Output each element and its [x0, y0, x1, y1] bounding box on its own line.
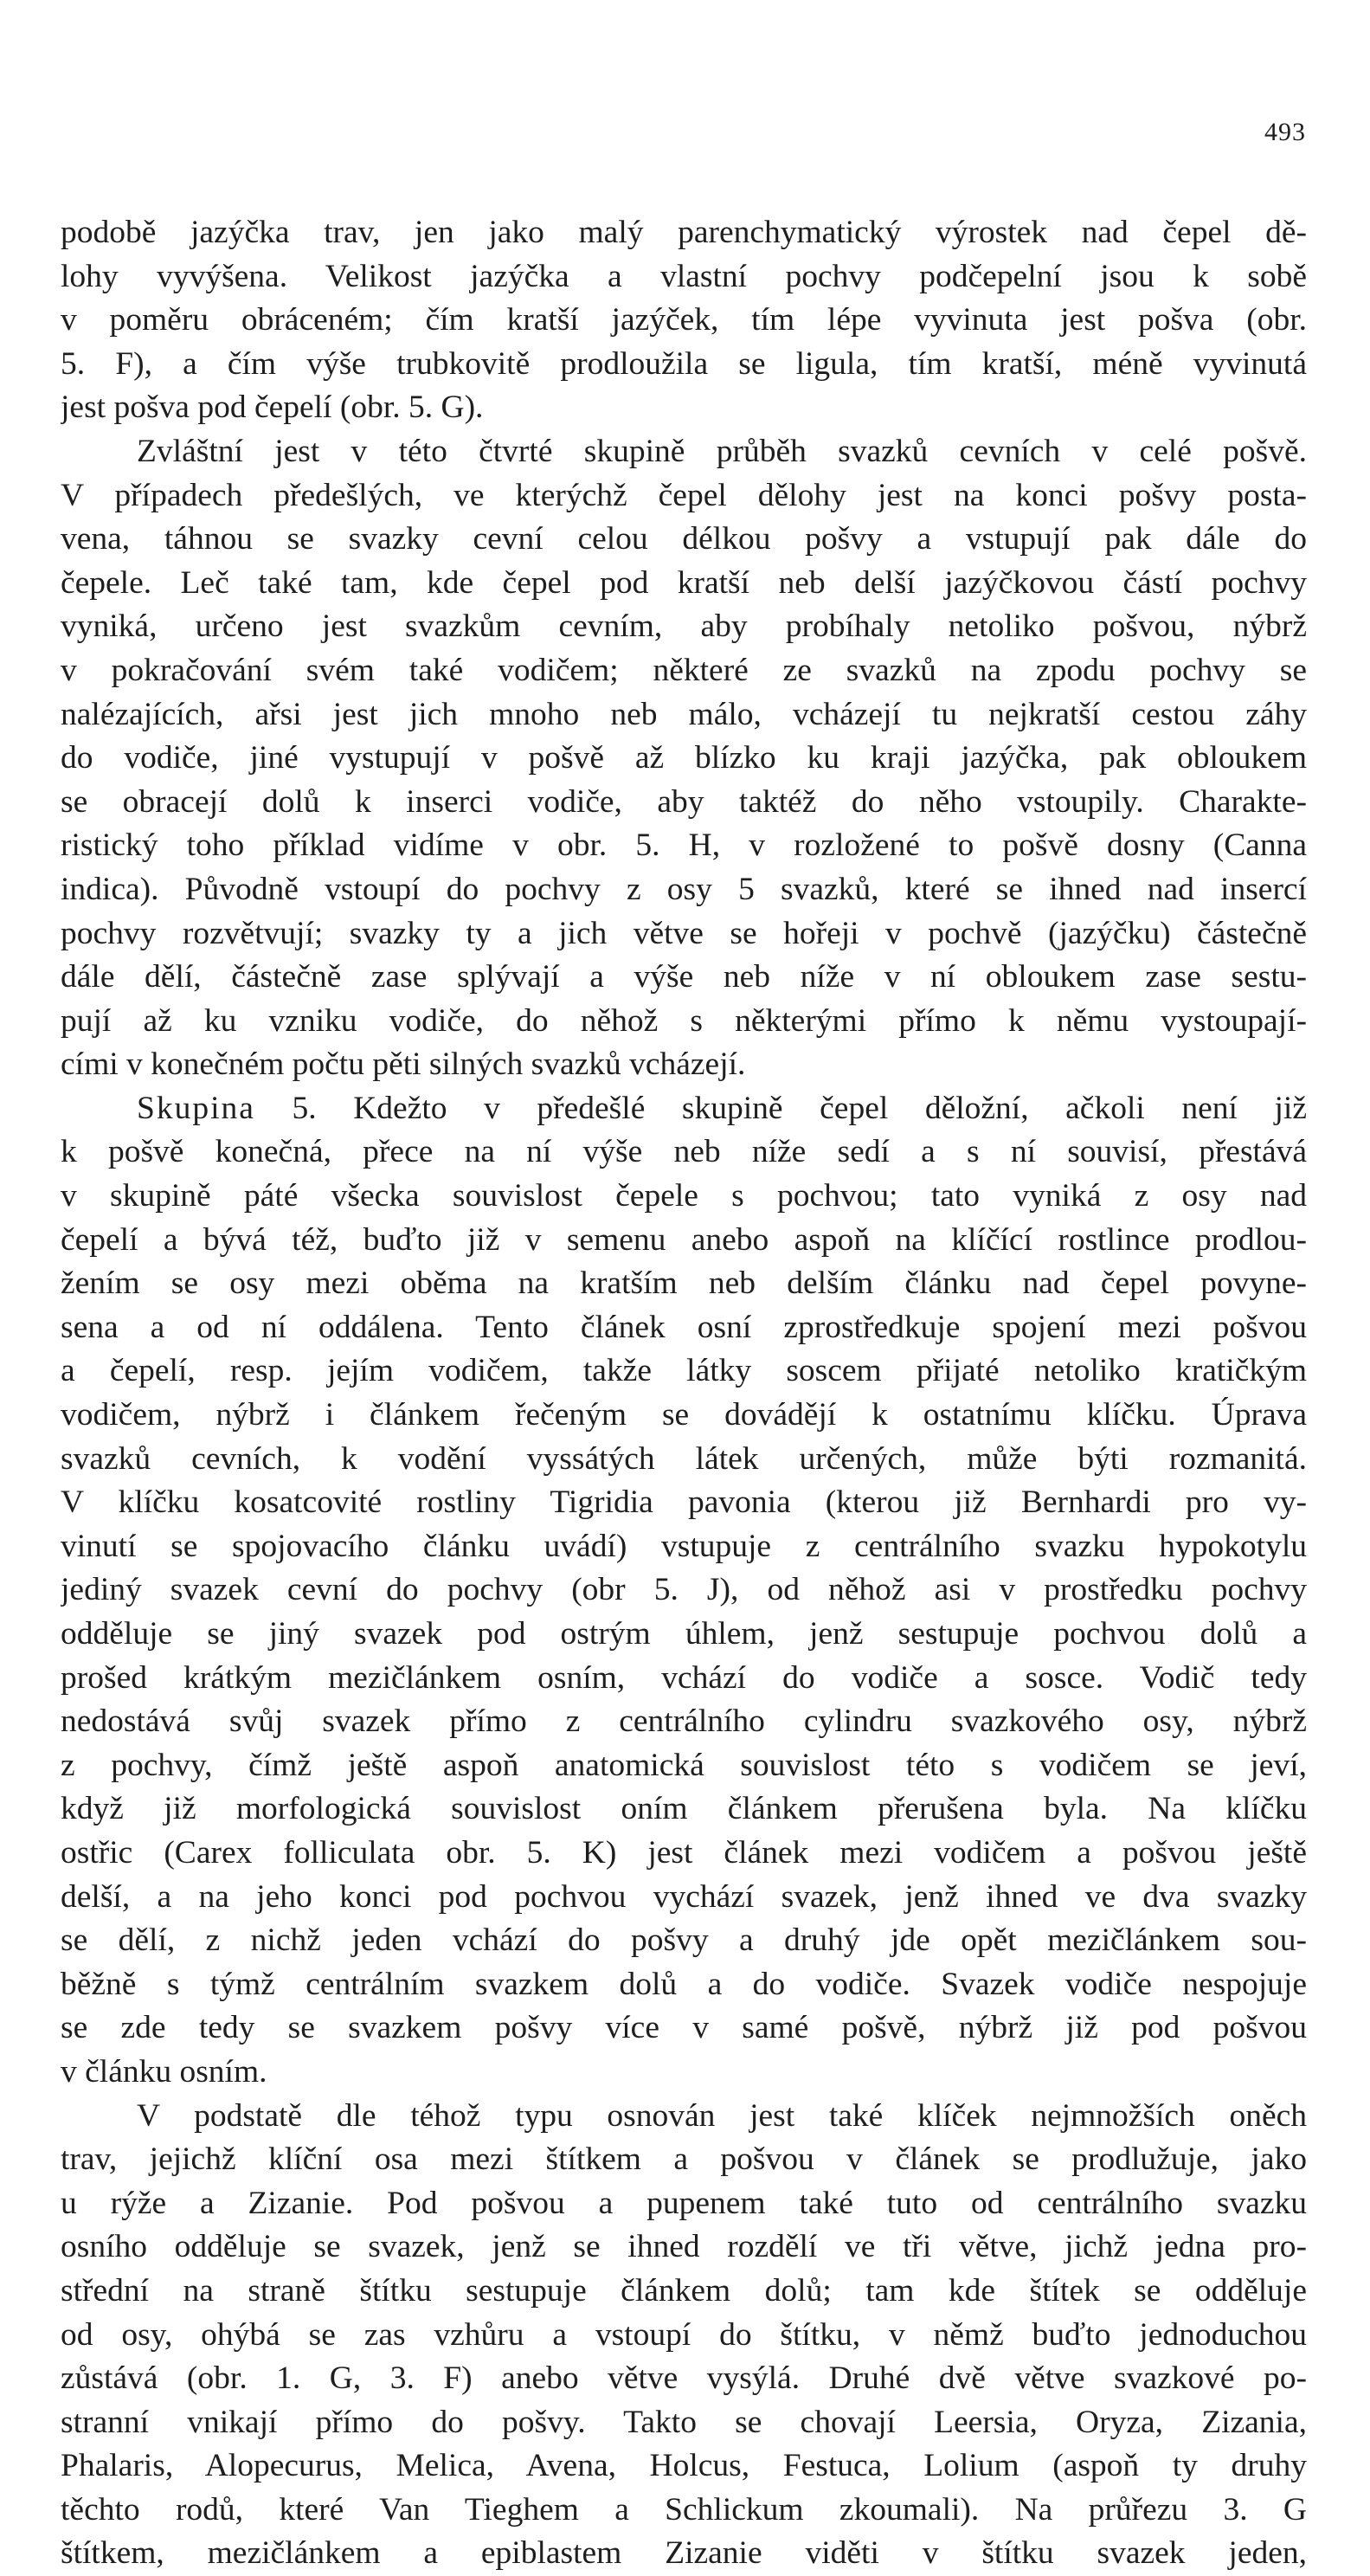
text-line: pochvy rozvětvují; svazky ty a jich větve se hořeji v pochvě (jazýčku) částečně [61, 915, 1307, 951]
text-line: u rýže a Zizanie. Pod pošvou a pupenem také tuto od centrálního svazku [61, 2185, 1307, 2221]
text-line: čepele. Leč také tam, kde čepel pod kratší neb delší jazýčkovou částí pochvy [61, 564, 1307, 601]
text-line: když již morfologická souvislost oním článkem přerušena byla. Na klíčku [61, 1791, 1307, 1827]
text-line: jest pošva pod čepelí (obr. 5. G). [61, 390, 484, 426]
text-line: štítkem, mezičlánkem a epiblastem Zizanie viděti v štítku svazek jeden, [61, 2535, 1307, 2572]
text-line: se obracejí dolů k inserci vodiče, aby taktéž do něho vstoupily. Charakte- [61, 783, 1307, 820]
text-line: prošed krátkým mezičlánkem osním, vchází do vodiče a sosce. Vodič tedy [61, 1659, 1307, 1696]
text-line: V klíčku kosatcovité rostliny Tigridia pavonia (kterou již Bernhardi pro vy- [61, 1484, 1307, 1521]
text-line: osního odděluje se svazek, jenž se ihned rozdělí ve tři větve, jichž jedna pro- [61, 2229, 1307, 2265]
text-line: ostřic (Carex folliculata obr. 5. K) jest článek mezi vodičem a pošvou ještě [61, 1834, 1307, 1871]
text-line: vyniká, určeno jest svazkům cevním, aby probíhaly netoliko pošvou, nýbrž [61, 609, 1307, 645]
text-line: nedostává svůj svazek přímo z centrálního cylindru svazkového osy, nýbrž [61, 1703, 1307, 1740]
page-number: 493 [1264, 118, 1306, 146]
text-line: v skupině páté všecka souvislost čepele s pochvou; tato vyniká z osy nad [61, 1178, 1307, 1214]
text-line: vinutí se spojovacího článku uvádí) vstupuje z centrálního svazku hypokotylu [61, 1528, 1307, 1564]
text-line: žením se osy mezi oběma na kratším neb delším článku nad čepel povyne- [61, 1265, 1307, 1302]
text-line: odděluje se jiný svazek pod ostrým úhlem, jenž sestupuje pochvou dolů a [61, 1616, 1307, 1652]
text-line: podobě jazýčka trav, jen jako malý parenchymatický výrostek nad čepel dě- [61, 215, 1307, 250]
text-line: lohy vyvýšena. Velikost jazýčka a vlastní pochvy podčepelní jsou k sobě [61, 258, 1307, 294]
text-line: Zvláštní jest v této čtvrté skupině průběh svazků cevních v celé pošvě. [137, 433, 1307, 469]
text-line: vodičem, nýbrž i článkem řečeným se dovádějí k ostatnímu klíčku. Úprava [61, 1397, 1307, 1433]
text-line: k pošvě konečná, přece na ní výše neb níže sedí a s ní souvisí, přestává [61, 1134, 1307, 1170]
text-line: 5. F), a čím výše trubkovitě prodloužila se ligula, tím kratší, méně vyvinutá [61, 345, 1307, 382]
text-line: Skupina 5. Kdežto v předešlé skupině čepel děložní, ačkoli není již [137, 1090, 1307, 1126]
text-line: ristický toho příklad vidíme v obr. 5. H, v rozložené to pošvě dosny (Canna [61, 828, 1307, 864]
text-line: střední na straně štítku sestupuje článkem dolů; tam kde štítek se odděluje [61, 2272, 1307, 2309]
text-line: pují až ku vzniku vodiče, do něhož s některými přímo k němu vystoupají- [61, 1002, 1307, 1039]
text-line: od osy, ohýbá se zas vzhůru a vstoupí do štítku, v němž buďto jednoduchou [61, 2316, 1307, 2353]
text-line: čepelí a bývá též, buďto již v semenu anebo aspoň na klíčící rostlince prodlou- [61, 1221, 1307, 1258]
text-line: sena a od ní oddálena. Tento článek osní zprostředkuje spojení mezi pošvou [61, 1309, 1307, 1345]
text-line: svazků cevních, k vodění vyssátých látek určených, může býti rozmanitá. [61, 1440, 1307, 1477]
text-line: vena, táhnou se svazky cevní celou délkou pošvy a vstupují pak dále do [61, 521, 1307, 557]
text-line: V podstatě dle téhož typu osnován jest také klíček nejmnožších oněch [137, 2097, 1307, 2134]
text-line: v článku osním. [61, 2053, 267, 2090]
text-line: nalézajících, ařsi jest jich mnoho neb málo, vcházejí tu nejkratší cestou záhy [61, 696, 1307, 732]
section-heading: Skupina [137, 1090, 255, 1126]
text-line: se dělí, z nichž jeden vchází do pošvy a druhý jde opět mezičlánkem sou- [61, 1922, 1307, 1959]
text-line: cími v konečném počtu pěti silných svazků vcházejí. [61, 1046, 746, 1083]
text-line: běžně s týmž centrálním svazkem dolů a do vodiče. Svazek vodiče nespojuje [61, 1966, 1307, 2002]
text-line: a čepelí, resp. jejím vodičem, takže látky soscem přijaté netoliko kratičkým [61, 1353, 1307, 1389]
text-line: se zde tedy se svazkem pošvy více v samé pošvě, nýbrž již pod pošvou [61, 2010, 1307, 2046]
text-line: Phalaris, Alopecurus, Melica, Avena, Holcus, Festuca, Lolium (aspoň ty druhy [61, 2448, 1307, 2484]
text-line: jediný svazek cevní do pochvy (obr 5. J), od něhož asi v prostředku pochvy [61, 1572, 1307, 1608]
text-line: delší, a na jeho konci pod pochvou vychází svazek, jenž ihned ve dva svazky [61, 1878, 1307, 1915]
text-line: stranní vnikají přímo do pošvy. Takto se chovají Leersia, Oryza, Zizania, [61, 2404, 1307, 2440]
text-line: trav, jejichž klíční osa mezi štítkem a pošvou v článek se prodlužuje, jako [61, 2141, 1307, 2178]
text-line: v poměru obráceném; čím kratší jazýček, tím lépe vyvinuta jest pošva (obr. [61, 302, 1307, 338]
text-line: v pokračování svém také vodičem; některé ze svazků na zpodu pochvy se [61, 652, 1307, 688]
text-line: do vodiče, jiné vystupují v pošvě až blízko ku kraji jazýčka, pak obloukem [61, 740, 1307, 776]
text-line: dále dělí, částečně zase splývají a výše neb níže v ní obloukem zase sestu- [61, 959, 1307, 995]
text-line: z pochvy, čímž ještě aspoň anatomická souvislost této s vodičem se jeví, [61, 1747, 1307, 1783]
text-line: těchto rodů, které Van Tieghem a Schlickum zkoumali). Na průřezu 3. G [61, 2491, 1307, 2528]
text-line: V případech předešlých, ve kterýchž čepel dělohy jest na konci pošvy posta- [61, 477, 1307, 513]
text-line: indica). Původně vstoupí do pochvy z osy 5 svazků, které se ihned nad insercí [61, 871, 1307, 907]
body-text [61, 211, 1307, 2576]
text-line: zůstává (obr. 1. G, 3. F) anebo větve vysýlá. Druhé dvě větve svazkové po- [61, 2360, 1307, 2397]
